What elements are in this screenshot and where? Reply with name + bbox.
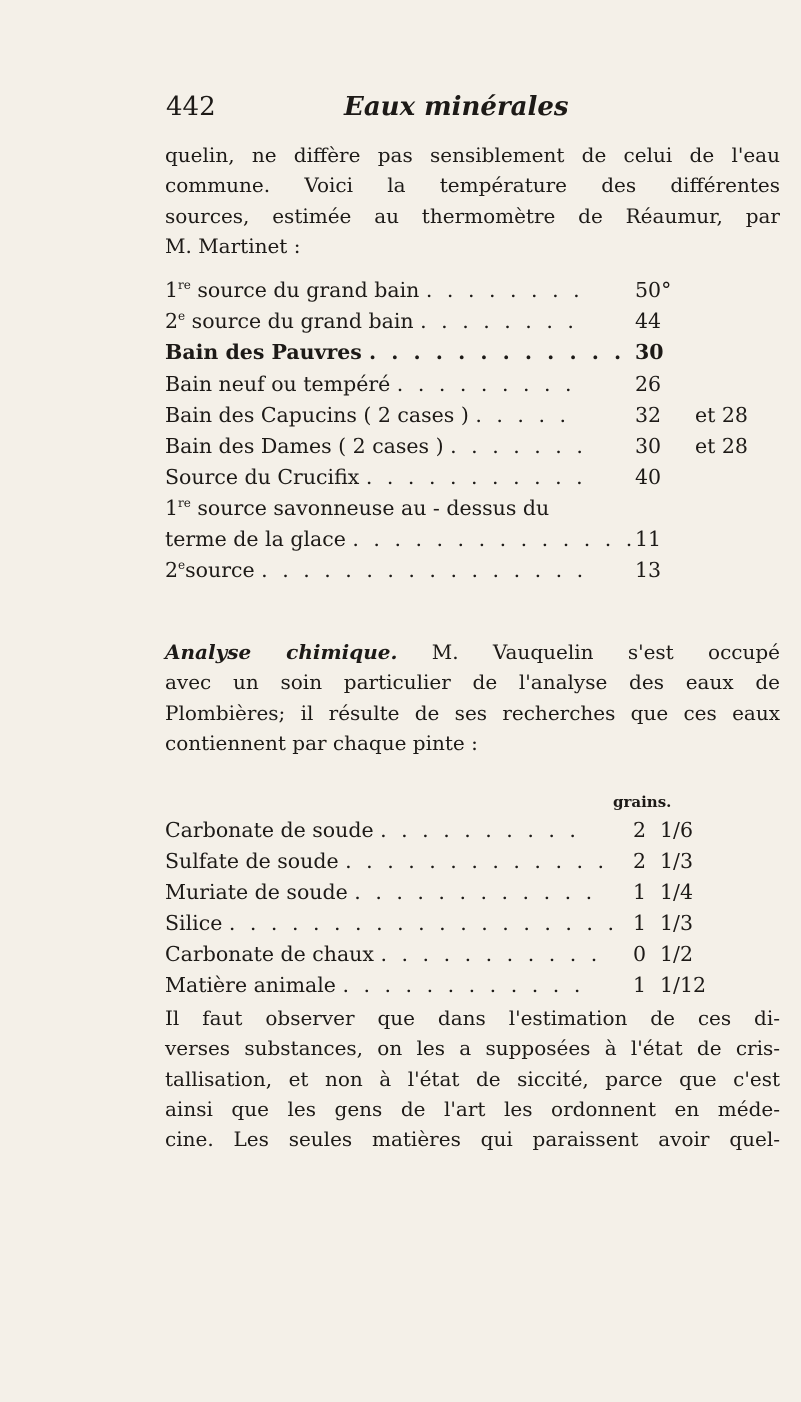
- temperature-extra: et 28: [695, 434, 748, 458]
- compound-whole: 1: [633, 973, 647, 997]
- dot-leader: . . . . .: [475, 403, 571, 427]
- compound-row: Carbonate de soude . . . . . . . . . . 2 1/6: [165, 815, 580, 845]
- compound-fraction: 1/12: [660, 973, 707, 997]
- compound-whole: 0: [633, 942, 647, 966]
- intro-paragraph: [165, 140, 780, 261]
- intro-line: M. Martinet :: [165, 233, 301, 258]
- temperature-row: Source du Crucifix . . . . . . . . . . . 40: [165, 462, 587, 492]
- dot-leader: . . . . . . . . . . .: [380, 942, 602, 966]
- temperature-row: terme de la glace . . . . . . . . . . . . . . 11: [165, 524, 636, 554]
- temperature-value: 32: [635, 403, 662, 427]
- compound-row: Silice . . . . . . . . . . . . . . . . . . . 1 1/3: [165, 908, 618, 938]
- compound-fraction: 1/3: [660, 911, 693, 935]
- analysis-line: avec un soin particulier de l'analyse des eaux de: [165, 670, 780, 695]
- closing-line: Il faut observer que dans l'estimation de ces di-: [165, 1006, 780, 1030]
- closing-line: verses substances, on les a supposées à l'état de cris-: [165, 1036, 780, 1061]
- temperature-value: 30: [635, 434, 662, 458]
- units-label: grains.: [613, 793, 672, 811]
- temperature-row: Bain des Dames ( 2 cases ) . . . . . . . 30 et 28: [165, 431, 587, 461]
- dot-leader: . . . . . . . . . .: [380, 818, 580, 842]
- analysis-line: contiennent par chaque pinte :: [165, 730, 478, 755]
- dot-leader: . . . . . . . .: [420, 309, 578, 333]
- intro-line: commune. Voici la température des différentes: [165, 173, 780, 198]
- closing-paragraph: [165, 1003, 780, 1154]
- temperature-value: 44: [635, 309, 662, 333]
- dot-leader: . . . . . . . . . . . . . . . . . . .: [228, 911, 618, 935]
- temperature-row: 2e source du grand bain . . . . . . . . 44: [165, 306, 578, 336]
- page-header: [166, 92, 726, 132]
- compound-fraction: 1/6: [660, 818, 693, 842]
- temperature-value: 26: [635, 372, 662, 396]
- compound-whole: 2: [633, 849, 647, 873]
- compound-whole: 1: [633, 911, 647, 935]
- dot-leader: . . . . . . . .: [425, 278, 584, 302]
- running-title: Eaux minérales: [344, 92, 569, 122]
- temperature-row: 1re source du grand bain . . . . . . . . 50°: [165, 275, 584, 305]
- compound-row: Matière animale . . . . . . . . . . . . 1 1/12: [165, 970, 584, 1000]
- compound-whole: 2: [633, 818, 647, 842]
- temperature-row: Bain neuf ou tempéré . . . . . . . . . 26: [165, 369, 576, 399]
- dot-leader: . . . . . . . . . . .: [365, 465, 587, 489]
- closing-line: tallisation, et non à l'état de siccité, parce que c'est: [165, 1066, 780, 1091]
- temperature-row: 2esource . . . . . . . . . . . . . . . . 13: [165, 555, 587, 585]
- compound-row: Sulfate de soude . . . . . . . . . . . . . 2 1/3: [165, 846, 608, 876]
- compound-fraction: 1/3: [660, 849, 693, 873]
- temperature-value: 40: [635, 465, 662, 489]
- compound-row: Muriate de soude . . . . . . . . . . . . 1 1/4: [165, 877, 596, 907]
- temperature-row: 1re source savonneuse au - dessus du: [165, 496, 550, 520]
- page-number: 442: [166, 92, 216, 122]
- dot-leader: . . . . . . . . .: [396, 372, 576, 396]
- dot-leader: . . . . . . . . . . . .: [368, 340, 626, 364]
- temperature-row: Bain des Pauvres . . . . . . . . . . . . 30: [165, 337, 625, 367]
- temperature-extra: et 28: [695, 403, 748, 427]
- intro-line: sources, estimée au thermomètre de Réaumur, par: [165, 203, 780, 228]
- temperature-row: Bain des Capucins ( 2 cases ) . . . . . 32 et 28: [165, 400, 570, 430]
- compound-fraction: 1/2: [660, 942, 693, 966]
- temperature-value: 11: [635, 527, 662, 551]
- compound-fraction: 1/4: [660, 880, 693, 904]
- dot-leader: . . . . . . . . . . . .: [342, 973, 585, 997]
- dot-leader: . . . . . . .: [450, 434, 587, 458]
- compound-row: Carbonate de chaux . . . . . . . . . . . 0 1/2: [165, 939, 601, 969]
- temperature-value: 30: [635, 340, 664, 364]
- dot-leader: . . . . . . . . . . . . . .: [352, 527, 637, 551]
- compound-whole: 1: [633, 880, 647, 904]
- intro-line: quelin, ne diffère pas sensiblement de celui de l'eau: [165, 143, 780, 167]
- dot-leader: . . . . . . . . . . . .: [354, 880, 597, 904]
- analysis-paragraph: [165, 637, 780, 758]
- analysis-heading: Analyse chimique.: [165, 640, 398, 664]
- analysis-line: Analyse chimique. M. Vauquelin s'est occupé: [165, 640, 780, 664]
- dot-leader: . . . . . . . . . . . . . . . .: [261, 558, 588, 582]
- closing-line: cine. Les seules matières qui paraissent avoir quel-: [165, 1127, 780, 1152]
- closing-line: ainsi que les gens de l'art les ordonnent en méde-: [165, 1096, 780, 1121]
- dot-leader: . . . . . . . . . . . . .: [345, 849, 609, 873]
- analysis-line: Plombières; il résulte de ses recherches que ces eaux: [165, 700, 780, 725]
- temperature-value: 13: [635, 558, 662, 582]
- temperature-value: 50°: [635, 278, 672, 302]
